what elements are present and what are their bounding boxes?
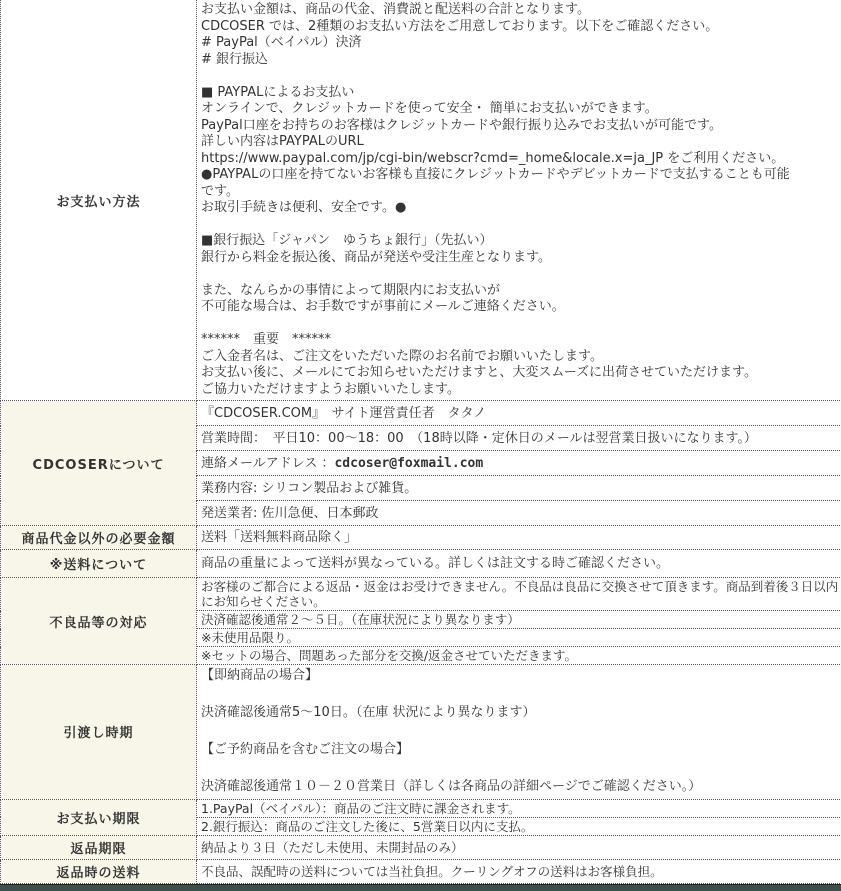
delivery-content	[197, 665, 841, 800]
delivery-line: 決済確認後通常１０－２０営業日（詳しくは各商品の詳細ページでご確認ください。）	[201, 778, 839, 797]
return-deadline-label: 返品期限	[1, 835, 197, 859]
payment-method-label: お支払い方法	[1, 0, 197, 401]
row-delivery	[1, 665, 841, 800]
defective-unused-only: ※未使用品限り。	[197, 629, 841, 647]
payment-method-line: お支払い金額は、商品の代金、消費説と配送料の合計となります。	[201, 2, 839, 19]
payment-method-line	[201, 266, 839, 283]
about-shipping-carriers: 発送業者: 佐川急便、日本郵政	[197, 501, 841, 526]
payment-method-line: 詳しい内容はPAYPALのURL	[201, 134, 839, 151]
payment-method-content	[197, 0, 841, 401]
contact-email-address: cdcoser@foxmail.com	[334, 456, 483, 471]
payment-method-line: ●PAYPALの口座を持てないお客様も直接にクレジットカードやデビットカードで支払することも可能	[201, 167, 839, 184]
payment-method-line: 不可能な場合は、お手数ですが事前にメールご連絡ください。	[201, 299, 839, 316]
shipping-note-text: 商品の重量によって送料が異なっている。詳しくは註文する時ご確認ください。	[197, 550, 841, 578]
defective-label: 不良品等の対応	[1, 578, 197, 665]
about-contact	[197, 451, 841, 476]
footer-divider-bar	[0, 884, 841, 891]
payment-method-line: PayPal口座をお持ちのお客様はクレジットカードや銀行振り込みでお支払いが可能です。	[201, 118, 839, 135]
payment-method-line: ご協力いただけますようお願いいたします。	[201, 382, 839, 399]
payment-method-line	[201, 316, 839, 333]
row-return-shipping	[1, 859, 841, 883]
payment-deadline-label: お支払い期限	[1, 799, 197, 835]
row-extra-fees	[1, 526, 841, 550]
payment-method-line: ■銀行振込「ジャパン ゆうちょ銀行」（先払い）	[201, 233, 839, 250]
delivery-line: 決済確認後通常5～10日。（在庫 状況により異なります）	[201, 704, 839, 723]
payment-method-line	[201, 217, 839, 234]
row-about	[1, 401, 841, 426]
delivery-line: 【ご予約商品を含むご注文の場合】	[201, 741, 839, 760]
payment-method-line: ■ PAYPALによるお支払い	[201, 85, 839, 102]
payment-method-line: です。	[201, 184, 839, 201]
delivery-label: 引渡し時期	[1, 665, 197, 800]
paypal-url-text: https://www.paypal.com/jp/cgi-bin/webscr?cmd=_home&locale.x=ja_JP をご利用ください。	[201, 151, 839, 168]
contact-email-label: 連絡メールアドレス ：	[201, 456, 334, 471]
payment-method-line: 銀行から料金を振込後、商品が発送や受注生産となります。	[201, 250, 839, 267]
extra-fees-text: 送料「送料無料商品除く」	[197, 526, 841, 550]
payment-method-line: オンラインで、クレジットカードを使って安全・ 簡単にお支払いができます。	[201, 101, 839, 118]
about-label: CDCOSERについて	[1, 401, 197, 526]
delivery-line	[201, 723, 839, 742]
about-business-hours: 営業時間： 平日10：00～18：00 （18時以降・定休日のメールは翌営業日扱いになります。）	[197, 426, 841, 451]
defective-processing-time: 決済確認後通常２～５日。（在庫状況により異なります）	[197, 611, 841, 629]
delivery-line: 【即納商品の場合】	[201, 667, 839, 686]
delivery-line	[201, 760, 839, 779]
row-defective	[1, 578, 841, 611]
payment-method-line: CDCOSER では、2種類のお支払い方法をご用意しております。以下をご確認ください。	[201, 19, 839, 36]
about-site-operator: 『CDCOSER.COM』 サイト運営責任者 タタノ	[197, 401, 841, 426]
defective-set-policy: ※セットの場合、問題あった部分を交換/返金させていただきます。	[197, 647, 841, 665]
payment-method-line	[201, 68, 839, 85]
return-deadline-text: 納品より３日（ただし未使用、未開封品のみ）	[197, 835, 841, 859]
row-payment-deadline	[1, 799, 841, 817]
payment-deadline-paypal: 1.PayPal（ベイパル）：商品のご注文時に課金されます。	[197, 799, 841, 817]
return-shipping-label: 返品時の送料	[1, 859, 197, 883]
payment-method-line: お取引手続きは便利、安全です。●	[201, 200, 839, 217]
payment-method-line: ご入金者名は、ご注文をいただいた際のお名前でお願いいたします。	[201, 349, 839, 366]
row-return-deadline	[1, 835, 841, 859]
defective-policy-text: お客様のご都合による返品・返金はお受けできません。不良品は良品に交換させて頂きます。商品到着後３日以内にお知らせください。	[197, 578, 841, 611]
extra-fees-label: 商品代金以外の必要金額	[1, 526, 197, 550]
about-business-type: 業務内容: シリコン製品および雑貨。	[197, 476, 841, 501]
payment-method-line: お支払い後に、メールにてお知らせいただけますと、大変スムーズに出荷させていただけます。	[201, 365, 839, 382]
payment-method-line: # PayPal（ベイパル）決済	[201, 35, 839, 52]
payment-method-line: また、なんらかの事情によって期限内にお支払いが	[201, 283, 839, 300]
payment-method-line: # 銀行振込	[201, 52, 839, 69]
row-payment-method	[1, 0, 841, 401]
row-shipping-note	[1, 550, 841, 578]
delivery-line	[201, 686, 839, 705]
shipping-note-label: ※送料について	[1, 550, 197, 578]
payment-method-line: ****** 重要 ******	[201, 332, 839, 349]
payment-deadline-bank: 2.銀行振込：商品のご注文した後に、5営業日以内に支払。	[197, 817, 841, 835]
return-shipping-text: 不良品、誤配時の送料については当社負担。クーリングオフの送料はお客様負担。	[197, 859, 841, 883]
